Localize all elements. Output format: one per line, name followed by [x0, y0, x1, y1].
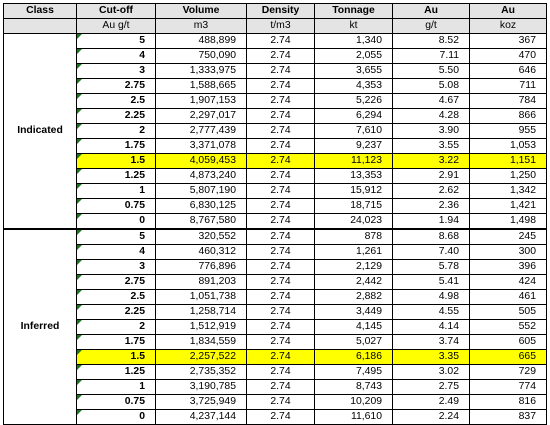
tonnage-cell: 5,226 [315, 94, 393, 109]
volume-cell: 1,588,665 [156, 79, 247, 94]
table-row [4, 214, 547, 230]
au-grade-cell: 3.90 [393, 124, 470, 139]
density-cell: 2.74 [247, 290, 315, 305]
header-au-grade: Au [393, 4, 470, 19]
cutoff-cell: 5 [77, 229, 156, 245]
units-row [4, 19, 547, 34]
au-ounces-cell: 424 [470, 275, 547, 290]
table-row [4, 229, 547, 245]
cutoff-cell: 1.25 [77, 365, 156, 380]
au-ounces-cell: 866 [470, 109, 547, 124]
density-cell: 2.74 [247, 94, 315, 109]
volume-cell: 6,830,125 [156, 199, 247, 214]
cutoff-cell: 2.5 [77, 94, 156, 109]
au-ounces-cell: 461 [470, 290, 547, 305]
table-row [4, 365, 547, 380]
density-cell: 2.74 [247, 109, 315, 124]
tonnage-cell: 4,353 [315, 79, 393, 94]
table-row [4, 335, 547, 350]
density-cell: 2.74 [247, 410, 315, 425]
au-ounces-cell: 300 [470, 245, 547, 260]
volume-cell: 4,237,144 [156, 410, 247, 425]
au-grade-cell: 8.68 [393, 229, 470, 245]
table-row [4, 199, 547, 214]
au-ounces-cell: 552 [470, 320, 547, 335]
au-grade-cell: 3.55 [393, 139, 470, 154]
volume-cell: 488,899 [156, 34, 247, 49]
tonnage-cell: 6,294 [315, 109, 393, 124]
table-row [4, 49, 547, 64]
class-label: Indicated [4, 34, 77, 230]
cutoff-cell: 1.75 [77, 139, 156, 154]
tonnage-cell: 5,027 [315, 335, 393, 350]
au-ounces-cell: 1,250 [470, 169, 547, 184]
cutoff-cell: 2 [77, 124, 156, 139]
cutoff-cell: 4 [77, 245, 156, 260]
au-ounces-cell: 1,498 [470, 214, 547, 230]
density-cell: 2.74 [247, 305, 315, 320]
volume-cell: 460,312 [156, 245, 247, 260]
volume-cell: 2,297,017 [156, 109, 247, 124]
volume-cell: 8,767,580 [156, 214, 247, 230]
table-row [4, 380, 547, 395]
density-cell: 2.74 [247, 229, 315, 245]
density-cell: 2.74 [247, 260, 315, 275]
au-grade-cell: 2.36 [393, 199, 470, 214]
au-ounces-cell: 774 [470, 380, 547, 395]
au-grade-cell: 2.49 [393, 395, 470, 410]
au-ounces-cell: 396 [470, 260, 547, 275]
density-cell: 2.74 [247, 154, 315, 169]
unit-class [4, 19, 77, 34]
density-cell: 2.74 [247, 365, 315, 380]
au-ounces-cell: 665 [470, 350, 547, 365]
table-row [4, 275, 547, 290]
volume-cell: 1,333,975 [156, 64, 247, 79]
au-ounces-cell: 837 [470, 410, 547, 425]
volume-cell: 750,090 [156, 49, 247, 64]
tonnage-cell: 8,743 [315, 380, 393, 395]
au-grade-cell: 3.22 [393, 154, 470, 169]
tonnage-cell: 3,655 [315, 64, 393, 79]
unit-density: t/m3 [247, 19, 315, 34]
density-cell: 2.74 [247, 245, 315, 260]
unit-tonnage: kt [315, 19, 393, 34]
au-grade-cell: 1.94 [393, 214, 470, 230]
tonnage-cell: 9,237 [315, 139, 393, 154]
cutoff-cell: 0.75 [77, 395, 156, 410]
cutoff-cell: 3 [77, 260, 156, 275]
table-row [4, 305, 547, 320]
au-ounces-cell: 1,421 [470, 199, 547, 214]
tonnage-cell: 11,123 [315, 154, 393, 169]
au-ounces-cell: 1,053 [470, 139, 547, 154]
au-grade-cell: 5.50 [393, 64, 470, 79]
density-cell: 2.74 [247, 380, 315, 395]
au-grade-cell: 7.40 [393, 245, 470, 260]
cutoff-cell: 0 [77, 214, 156, 230]
au-ounces-cell: 1,342 [470, 184, 547, 199]
table-row [4, 34, 547, 49]
unit-au-grade: g/t [393, 19, 470, 34]
au-grade-cell: 5.41 [393, 275, 470, 290]
au-ounces-cell: 646 [470, 64, 547, 79]
volume-cell: 1,834,559 [156, 335, 247, 350]
tonnage-cell: 4,145 [315, 320, 393, 335]
volume-cell: 4,873,240 [156, 169, 247, 184]
table-row [4, 410, 547, 425]
tonnage-cell: 2,129 [315, 260, 393, 275]
tonnage-cell: 7,495 [315, 365, 393, 380]
volume-cell: 320,552 [156, 229, 247, 245]
cutoff-cell: 2.25 [77, 109, 156, 124]
au-ounces-cell: 816 [470, 395, 547, 410]
tonnage-cell: 1,261 [315, 245, 393, 260]
density-cell: 2.74 [247, 275, 315, 290]
table-row [4, 94, 547, 109]
cutoff-cell: 1.5 [77, 154, 156, 169]
density-cell: 2.74 [247, 320, 315, 335]
au-grade-cell: 4.55 [393, 305, 470, 320]
table-header [4, 4, 547, 34]
unit-au-ounces: koz [470, 19, 547, 34]
resource-table-container [3, 3, 547, 425]
volume-cell: 2,735,352 [156, 365, 247, 380]
table-row [4, 350, 547, 365]
au-grade-cell: 2.24 [393, 410, 470, 425]
header-au-ounces: Au [470, 4, 547, 19]
volume-cell: 2,777,439 [156, 124, 247, 139]
density-cell: 2.74 [247, 184, 315, 199]
tonnage-cell: 24,023 [315, 214, 393, 230]
table-body [4, 34, 547, 425]
au-ounces-cell: 505 [470, 305, 547, 320]
au-grade-cell: 4.67 [393, 94, 470, 109]
au-grade-cell: 4.98 [393, 290, 470, 305]
table-row [4, 109, 547, 124]
au-ounces-cell: 470 [470, 49, 547, 64]
header-tonnage: Tonnage [315, 4, 393, 19]
header-row [4, 4, 547, 19]
unit-cutoff: Au g/t [77, 19, 156, 34]
tonnage-cell: 15,912 [315, 184, 393, 199]
au-ounces-cell: 1,151 [470, 154, 547, 169]
unit-volume: m3 [156, 19, 247, 34]
cutoff-cell: 4 [77, 49, 156, 64]
cutoff-cell: 3 [77, 64, 156, 79]
volume-cell: 3,190,785 [156, 380, 247, 395]
volume-cell: 3,725,949 [156, 395, 247, 410]
au-ounces-cell: 784 [470, 94, 547, 109]
tonnage-cell: 7,610 [315, 124, 393, 139]
volume-cell: 1,512,919 [156, 320, 247, 335]
tonnage-cell: 11,610 [315, 410, 393, 425]
table-row [4, 320, 547, 335]
volume-cell: 1,051,738 [156, 290, 247, 305]
au-grade-cell: 8.52 [393, 34, 470, 49]
density-cell: 2.74 [247, 350, 315, 365]
tonnage-cell: 2,882 [315, 290, 393, 305]
cutoff-cell: 2.75 [77, 275, 156, 290]
density-cell: 2.74 [247, 169, 315, 184]
au-grade-cell: 3.35 [393, 350, 470, 365]
table-row [4, 184, 547, 199]
volume-cell: 776,896 [156, 260, 247, 275]
density-cell: 2.74 [247, 64, 315, 79]
cutoff-cell: 1 [77, 380, 156, 395]
tonnage-cell: 18,715 [315, 199, 393, 214]
header-density: Density [247, 4, 315, 19]
au-grade-cell: 5.08 [393, 79, 470, 94]
au-grade-cell: 3.74 [393, 335, 470, 350]
au-ounces-cell: 711 [470, 79, 547, 94]
table-row [4, 290, 547, 305]
au-grade-cell: 5.78 [393, 260, 470, 275]
au-grade-cell: 4.28 [393, 109, 470, 124]
cutoff-cell: 2.25 [77, 305, 156, 320]
au-ounces-cell: 955 [470, 124, 547, 139]
header-volume: Volume [156, 4, 247, 19]
density-cell: 2.74 [247, 199, 315, 214]
cutoff-cell: 2.5 [77, 290, 156, 305]
cutoff-cell: 1.5 [77, 350, 156, 365]
density-cell: 2.74 [247, 335, 315, 350]
header-cutoff: Cut-off [77, 4, 156, 19]
volume-cell: 3,371,078 [156, 139, 247, 154]
density-cell: 2.74 [247, 79, 315, 94]
table-row [4, 260, 547, 275]
tonnage-cell: 2,442 [315, 275, 393, 290]
cutoff-cell: 1 [77, 184, 156, 199]
volume-cell: 4,059,453 [156, 154, 247, 169]
cutoff-cell: 5 [77, 34, 156, 49]
class-label: Inferred [4, 229, 77, 425]
density-cell: 2.74 [247, 49, 315, 64]
table-row [4, 395, 547, 410]
density-cell: 2.74 [247, 124, 315, 139]
header-class: Class [4, 4, 77, 19]
density-cell: 2.74 [247, 395, 315, 410]
au-grade-cell: 2.75 [393, 380, 470, 395]
cutoff-cell: 0 [77, 410, 156, 425]
density-cell: 2.74 [247, 34, 315, 49]
table-row [4, 154, 547, 169]
table-row [4, 64, 547, 79]
table-row [4, 169, 547, 184]
au-grade-cell: 2.91 [393, 169, 470, 184]
au-grade-cell: 4.14 [393, 320, 470, 335]
au-ounces-cell: 729 [470, 365, 547, 380]
au-grade-cell: 3.02 [393, 365, 470, 380]
tonnage-cell: 878 [315, 229, 393, 245]
tonnage-cell: 6,186 [315, 350, 393, 365]
table-row [4, 245, 547, 260]
cutoff-cell: 2.75 [77, 79, 156, 94]
au-grade-cell: 2.62 [393, 184, 470, 199]
table-row [4, 139, 547, 154]
density-cell: 2.74 [247, 139, 315, 154]
table-row [4, 124, 547, 139]
au-ounces-cell: 245 [470, 229, 547, 245]
volume-cell: 2,257,522 [156, 350, 247, 365]
tonnage-cell: 13,353 [315, 169, 393, 184]
au-ounces-cell: 605 [470, 335, 547, 350]
tonnage-cell: 3,449 [315, 305, 393, 320]
au-ounces-cell: 367 [470, 34, 547, 49]
cutoff-cell: 0.75 [77, 199, 156, 214]
tonnage-cell: 2,055 [315, 49, 393, 64]
au-grade-cell: 7.11 [393, 49, 470, 64]
volume-cell: 5,807,190 [156, 184, 247, 199]
volume-cell: 891,203 [156, 275, 247, 290]
tonnage-cell: 10,209 [315, 395, 393, 410]
resource-estimate-table [3, 3, 547, 425]
density-cell: 2.74 [247, 214, 315, 230]
volume-cell: 1,258,714 [156, 305, 247, 320]
tonnage-cell: 1,340 [315, 34, 393, 49]
cutoff-cell: 1.75 [77, 335, 156, 350]
table-row [4, 79, 547, 94]
volume-cell: 1,907,153 [156, 94, 247, 109]
cutoff-cell: 2 [77, 320, 156, 335]
cutoff-cell: 1.25 [77, 169, 156, 184]
